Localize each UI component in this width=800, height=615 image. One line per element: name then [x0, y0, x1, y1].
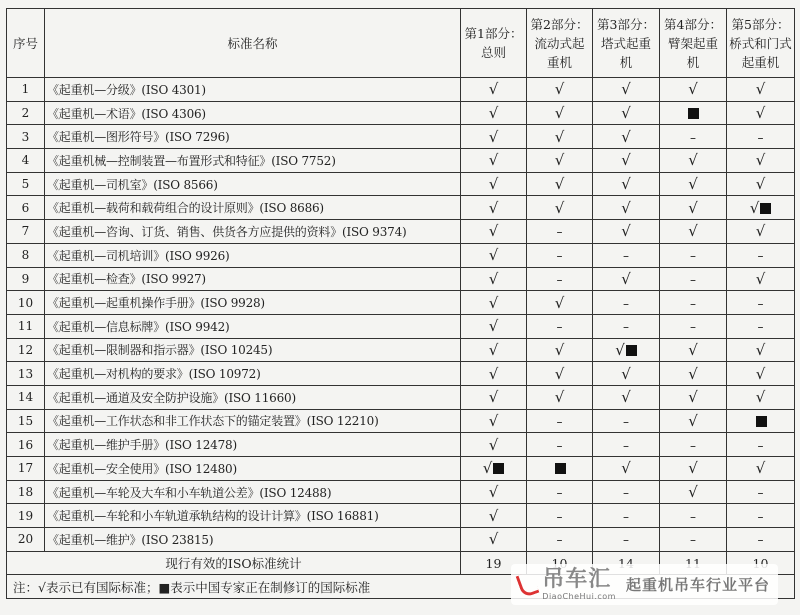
table-row [7, 409, 795, 433]
row-no: 17 [7, 457, 45, 481]
part-4-status [660, 409, 727, 433]
row-no: 19 [7, 504, 45, 528]
part-2-status [527, 433, 593, 457]
check-mark-icon: √ [621, 222, 631, 241]
site-watermark [511, 564, 778, 605]
part-2-status [527, 457, 593, 481]
header-no: 序号 [7, 9, 45, 78]
check-mark-icon: √ [488, 80, 499, 99]
part-5-status [727, 314, 795, 338]
part-1-status [461, 220, 527, 244]
header-part-3: 第3部分：塔式起重机 [593, 9, 660, 78]
row-no: 5 [7, 172, 45, 196]
table-row [7, 457, 795, 481]
dash-mark: – [690, 272, 696, 287]
watermark-logo [542, 568, 616, 601]
row-no: 7 [7, 220, 45, 244]
black-square-icon [555, 463, 566, 474]
check-mark-icon: √ [621, 127, 631, 146]
row-no: 2 [7, 101, 45, 125]
part-1-status [461, 504, 527, 528]
dash-mark: – [623, 296, 629, 311]
check-mark-icon: √ [688, 80, 698, 99]
part-5-status [727, 433, 795, 457]
part-2-status [527, 267, 593, 291]
check-mark-icon: √ [482, 459, 493, 478]
table-note: 注：√表示已有国际标准；■表示中国专家正在制修订的国际标准 [7, 575, 795, 599]
standard-name: 《起重机—限制器和指示器》(ISO 10245) [45, 338, 461, 362]
dash-mark: – [556, 225, 563, 240]
part-5-status [727, 243, 795, 267]
dash-mark: – [623, 509, 629, 524]
dash-mark: – [757, 533, 764, 548]
check-mark-icon: √ [488, 269, 499, 288]
standard-name: 《起重机—司机室》(ISO 8566) [45, 172, 461, 196]
check-mark-icon: √ [554, 340, 565, 359]
row-no: 6 [7, 196, 45, 220]
part-4-status [660, 172, 727, 196]
part-4-status [660, 338, 727, 362]
part-3-status [593, 362, 660, 386]
check-mark-icon: √ [488, 104, 499, 123]
part-3-status [593, 172, 660, 196]
part-3-status [593, 101, 660, 125]
part-3-status [593, 338, 660, 362]
part-4-status [660, 78, 727, 102]
crane-hook-icon [516, 571, 540, 598]
dash-mark: – [690, 249, 696, 264]
standard-name: 《起重机—工作状态和非工作状态下的锚定装置》(ISO 12210) [45, 409, 461, 433]
check-mark-icon: √ [688, 151, 698, 170]
black-square-icon [493, 463, 504, 474]
check-mark-icon: √ [755, 459, 766, 478]
check-mark-icon: √ [755, 104, 766, 123]
part-4-status [660, 149, 727, 173]
dash-mark: – [556, 509, 563, 524]
check-mark-icon: √ [488, 506, 499, 525]
dash-mark: – [757, 130, 764, 145]
check-mark-icon: √ [488, 151, 499, 170]
table-header-row [7, 9, 795, 78]
check-mark-icon: √ [621, 104, 631, 123]
table-row [7, 338, 795, 362]
dash-mark: – [623, 533, 629, 548]
part-1-status [461, 291, 527, 315]
table-row [7, 528, 795, 552]
standard-name: 《起重机—维护手册》(ISO 12478) [45, 433, 461, 457]
part-2-status [527, 243, 593, 267]
row-no: 10 [7, 291, 45, 315]
part-1-status [461, 125, 527, 149]
check-mark-icon: √ [554, 364, 565, 383]
check-mark-icon: √ [554, 80, 565, 99]
standard-name: 《起重机—信息标牌》(ISO 9942) [45, 314, 461, 338]
part-3-status [593, 243, 660, 267]
part-2-status [527, 101, 593, 125]
part-2-status [527, 314, 593, 338]
check-mark-icon: √ [488, 222, 499, 241]
part-3-status [593, 314, 660, 338]
part-5-status [727, 338, 795, 362]
check-mark-icon: √ [755, 222, 766, 241]
watermark-brand: 吊车汇 [542, 567, 612, 592]
part-1-status [461, 267, 527, 291]
row-no: 14 [7, 385, 45, 409]
part-4-status [660, 125, 727, 149]
black-square-icon [626, 345, 637, 356]
part-5-status [727, 504, 795, 528]
row-no: 9 [7, 267, 45, 291]
part-1-status [461, 149, 527, 173]
dash-mark: – [757, 509, 764, 524]
table-row [7, 243, 795, 267]
check-mark-icon: √ [688, 175, 698, 194]
part-1-status [461, 314, 527, 338]
part-3-status [593, 504, 660, 528]
part-1-status [461, 433, 527, 457]
standard-name: 《起重机—通道及安全防护设施》(ISO 11660) [45, 385, 461, 409]
check-mark-icon: √ [488, 317, 499, 336]
dash-mark: – [556, 533, 563, 548]
check-mark-icon: √ [688, 340, 698, 359]
stats-label: 现行有效的ISO标准统计 [7, 551, 461, 575]
table-row [7, 196, 795, 220]
row-no: 8 [7, 243, 45, 267]
check-mark-icon: √ [488, 175, 499, 194]
part-3-status [593, 385, 660, 409]
table-row [7, 291, 795, 315]
row-no: 20 [7, 528, 45, 552]
table-row [7, 172, 795, 196]
check-mark-icon: √ [621, 364, 631, 383]
check-mark-icon: √ [688, 198, 698, 217]
part-5-status [727, 385, 795, 409]
check-mark-icon: √ [554, 388, 565, 407]
part-2-status [527, 172, 593, 196]
table-row [7, 433, 795, 457]
dash-mark: – [623, 486, 629, 501]
check-mark-icon: √ [488, 483, 499, 502]
table-row [7, 267, 795, 291]
check-mark-icon: √ [688, 222, 698, 241]
check-mark-icon: √ [688, 411, 698, 430]
standard-name: 《起重机—维护》(ISO 23815) [45, 528, 461, 552]
dash-mark: – [690, 296, 696, 311]
standard-name: 《起重机械—控制装置—布置形式和特征》(ISO 7752) [45, 149, 461, 173]
part-1-status [461, 78, 527, 102]
part-4-status [660, 314, 727, 338]
part-4-status [660, 220, 727, 244]
part-5-status [727, 125, 795, 149]
watermark-slogan: 起重机吊车行业平台 [625, 576, 770, 594]
part-4-status [660, 433, 727, 457]
table-row [7, 78, 795, 102]
check-mark-icon: √ [621, 388, 631, 407]
check-mark-icon: √ [554, 175, 565, 194]
dash-mark: – [757, 296, 764, 311]
dash-mark: – [556, 272, 563, 287]
table-row [7, 149, 795, 173]
table-row [7, 314, 795, 338]
part-4-status [660, 504, 727, 528]
header-name: 标准名称 [45, 9, 461, 78]
part-3-status [593, 149, 660, 173]
dash-mark: – [757, 438, 764, 453]
dash-mark: – [556, 486, 563, 501]
part-4-status [660, 267, 727, 291]
dash-mark: – [690, 320, 696, 335]
standard-name: 《起重机—咨询、订货、销售、供货各方应提供的资料》(ISO 9374) [45, 220, 461, 244]
standard-name: 《起重机—对机构的要求》(ISO 10972) [45, 362, 461, 386]
part-3-status [593, 433, 660, 457]
part-2-status [527, 78, 593, 102]
part-5-status [727, 101, 795, 125]
standard-name: 《起重机—起重机操作手册》(ISO 9928) [45, 291, 461, 315]
header-part-1: 第1部分：总则 [461, 9, 527, 78]
check-mark-icon: √ [554, 151, 565, 170]
standard-name: 《起重机—术语》(ISO 4306) [45, 101, 461, 125]
part-2-status [527, 149, 593, 173]
part-1-status [461, 196, 527, 220]
part-3-status [593, 196, 660, 220]
check-mark-icon: √ [488, 246, 499, 265]
part-3-status [593, 528, 660, 552]
part-5-status [727, 291, 795, 315]
part-5-status [727, 409, 795, 433]
part-4-status [660, 480, 727, 504]
part-4-status [660, 362, 727, 386]
part-5-status [727, 528, 795, 552]
table-body [7, 78, 795, 552]
dash-mark: – [556, 320, 563, 335]
part-4-status [660, 196, 727, 220]
dash-mark: – [556, 414, 563, 429]
part-3-status [593, 291, 660, 315]
dash-mark: – [757, 320, 764, 335]
row-no: 15 [7, 409, 45, 433]
dash-mark: – [690, 130, 696, 145]
check-mark-icon: √ [755, 340, 766, 359]
dash-mark: – [623, 249, 629, 264]
part-5-status [727, 196, 795, 220]
part-2-status [527, 504, 593, 528]
iso-standards-table [6, 8, 795, 599]
check-mark-icon: √ [488, 530, 499, 549]
part-1-status [461, 457, 527, 481]
row-no: 12 [7, 338, 45, 362]
standard-name: 《起重机—车轮及大车和小车轨道公差》(ISO 12488) [45, 480, 461, 504]
part-4-status [660, 101, 727, 125]
table-row [7, 125, 795, 149]
check-mark-icon: √ [755, 388, 766, 407]
check-mark-icon: √ [755, 364, 766, 383]
part-4-status [660, 528, 727, 552]
check-mark-icon: √ [488, 293, 499, 312]
check-mark-icon: √ [488, 364, 499, 383]
row-no: 3 [7, 125, 45, 149]
iso-standards-sheet [6, 8, 794, 599]
part-3-status [593, 220, 660, 244]
black-square-icon [756, 416, 767, 427]
part-4-status [660, 291, 727, 315]
part-5-status [727, 457, 795, 481]
standard-name: 《起重机—司机培训》(ISO 9926) [45, 243, 461, 267]
check-mark-icon: √ [755, 269, 766, 288]
black-square-icon [688, 108, 699, 119]
check-mark-icon: √ [688, 459, 698, 478]
check-mark-icon: √ [488, 127, 499, 146]
standard-name: 《起重机—检查》(ISO 9927) [45, 267, 461, 291]
standard-name: 《起重机—图形符号》(ISO 7296) [45, 125, 461, 149]
check-mark-icon: √ [488, 435, 499, 454]
check-mark-icon: √ [621, 175, 631, 194]
check-mark-icon: √ [554, 127, 565, 146]
part-3-status [593, 78, 660, 102]
row-no: 18 [7, 480, 45, 504]
row-no: 11 [7, 314, 45, 338]
check-mark-icon: √ [621, 459, 631, 478]
check-mark-icon: √ [749, 198, 760, 217]
part-2-status [527, 220, 593, 244]
part-1-status [461, 243, 527, 267]
row-no: 13 [7, 362, 45, 386]
watermark-url: DiaoCheHui.com [542, 592, 616, 601]
part-2-status [527, 385, 593, 409]
dash-mark: – [757, 249, 764, 264]
table-row [7, 480, 795, 504]
check-mark-icon: √ [688, 483, 698, 502]
table-row [7, 101, 795, 125]
table-row [7, 362, 795, 386]
part-3-status [593, 125, 660, 149]
part-5-status [727, 220, 795, 244]
part-1-status [461, 338, 527, 362]
part-5-status [727, 78, 795, 102]
check-mark-icon: √ [488, 411, 499, 430]
part-1-status [461, 362, 527, 386]
dash-mark: – [623, 320, 629, 335]
part-1-status [461, 409, 527, 433]
part-2-status [527, 291, 593, 315]
part-1-status [461, 385, 527, 409]
part-3-status [593, 480, 660, 504]
check-mark-icon: √ [755, 151, 766, 170]
check-mark-icon: √ [688, 364, 698, 383]
check-mark-icon: √ [554, 198, 565, 217]
black-square-icon [760, 203, 771, 214]
dash-mark: – [556, 249, 563, 264]
header-part-2: 第2部分：流动式起重机 [527, 9, 593, 78]
check-mark-icon: √ [621, 198, 631, 217]
check-mark-icon: √ [621, 80, 631, 99]
part-5-status [727, 362, 795, 386]
dash-mark: – [623, 438, 629, 453]
check-mark-icon: √ [615, 340, 625, 359]
part-1-status [461, 480, 527, 504]
part-4-status [660, 385, 727, 409]
dash-mark: – [690, 533, 696, 548]
part-2-status [527, 480, 593, 504]
part-2-status [527, 409, 593, 433]
part-3-status [593, 267, 660, 291]
part-3-status [593, 457, 660, 481]
standard-name: 《起重机—分级》(ISO 4301) [45, 78, 461, 102]
header-part-5: 第5部分：桥式和门式起重机 [727, 9, 795, 78]
standard-name: 《起重机—车轮和小车轨道承轨结构的设计计算》(ISO 16881) [45, 504, 461, 528]
row-no: 1 [7, 78, 45, 102]
table-row [7, 504, 795, 528]
header-part-4: 第4部分：臂架起重机 [660, 9, 727, 78]
part-2-status [527, 125, 593, 149]
part-4-status [660, 243, 727, 267]
check-mark-icon: √ [688, 388, 698, 407]
part-5-status [727, 149, 795, 173]
part-2-status [527, 528, 593, 552]
check-mark-icon: √ [488, 198, 499, 217]
check-mark-icon: √ [755, 80, 766, 99]
dash-mark: – [623, 414, 629, 429]
standard-name: 《起重机—安全使用》(ISO 12480) [45, 457, 461, 481]
part-1-status [461, 528, 527, 552]
part-5-status [727, 172, 795, 196]
dash-mark: – [556, 438, 563, 453]
part-3-status [593, 409, 660, 433]
part-2-status [527, 362, 593, 386]
part-2-status [527, 196, 593, 220]
part-1-status [461, 172, 527, 196]
part-4-status [660, 457, 727, 481]
table-row [7, 220, 795, 244]
standard-name: 《起重机—载荷和载荷组合的设计原则》(ISO 8686) [45, 196, 461, 220]
check-mark-icon: √ [488, 388, 499, 407]
part-1-status [461, 101, 527, 125]
check-mark-icon: √ [621, 269, 631, 288]
check-mark-icon: √ [488, 340, 499, 359]
table-row [7, 385, 795, 409]
part-5-status [727, 267, 795, 291]
check-mark-icon: √ [755, 175, 766, 194]
dash-mark: – [690, 509, 696, 524]
part-2-status [527, 338, 593, 362]
row-no: 4 [7, 149, 45, 173]
check-mark-icon: √ [621, 151, 631, 170]
stats-value-1: 19 [461, 551, 527, 575]
check-mark-icon: √ [554, 104, 565, 123]
row-no: 16 [7, 433, 45, 457]
part-5-status [727, 480, 795, 504]
dash-mark: – [757, 486, 764, 501]
check-mark-icon: √ [554, 293, 565, 312]
dash-mark: – [690, 438, 696, 453]
